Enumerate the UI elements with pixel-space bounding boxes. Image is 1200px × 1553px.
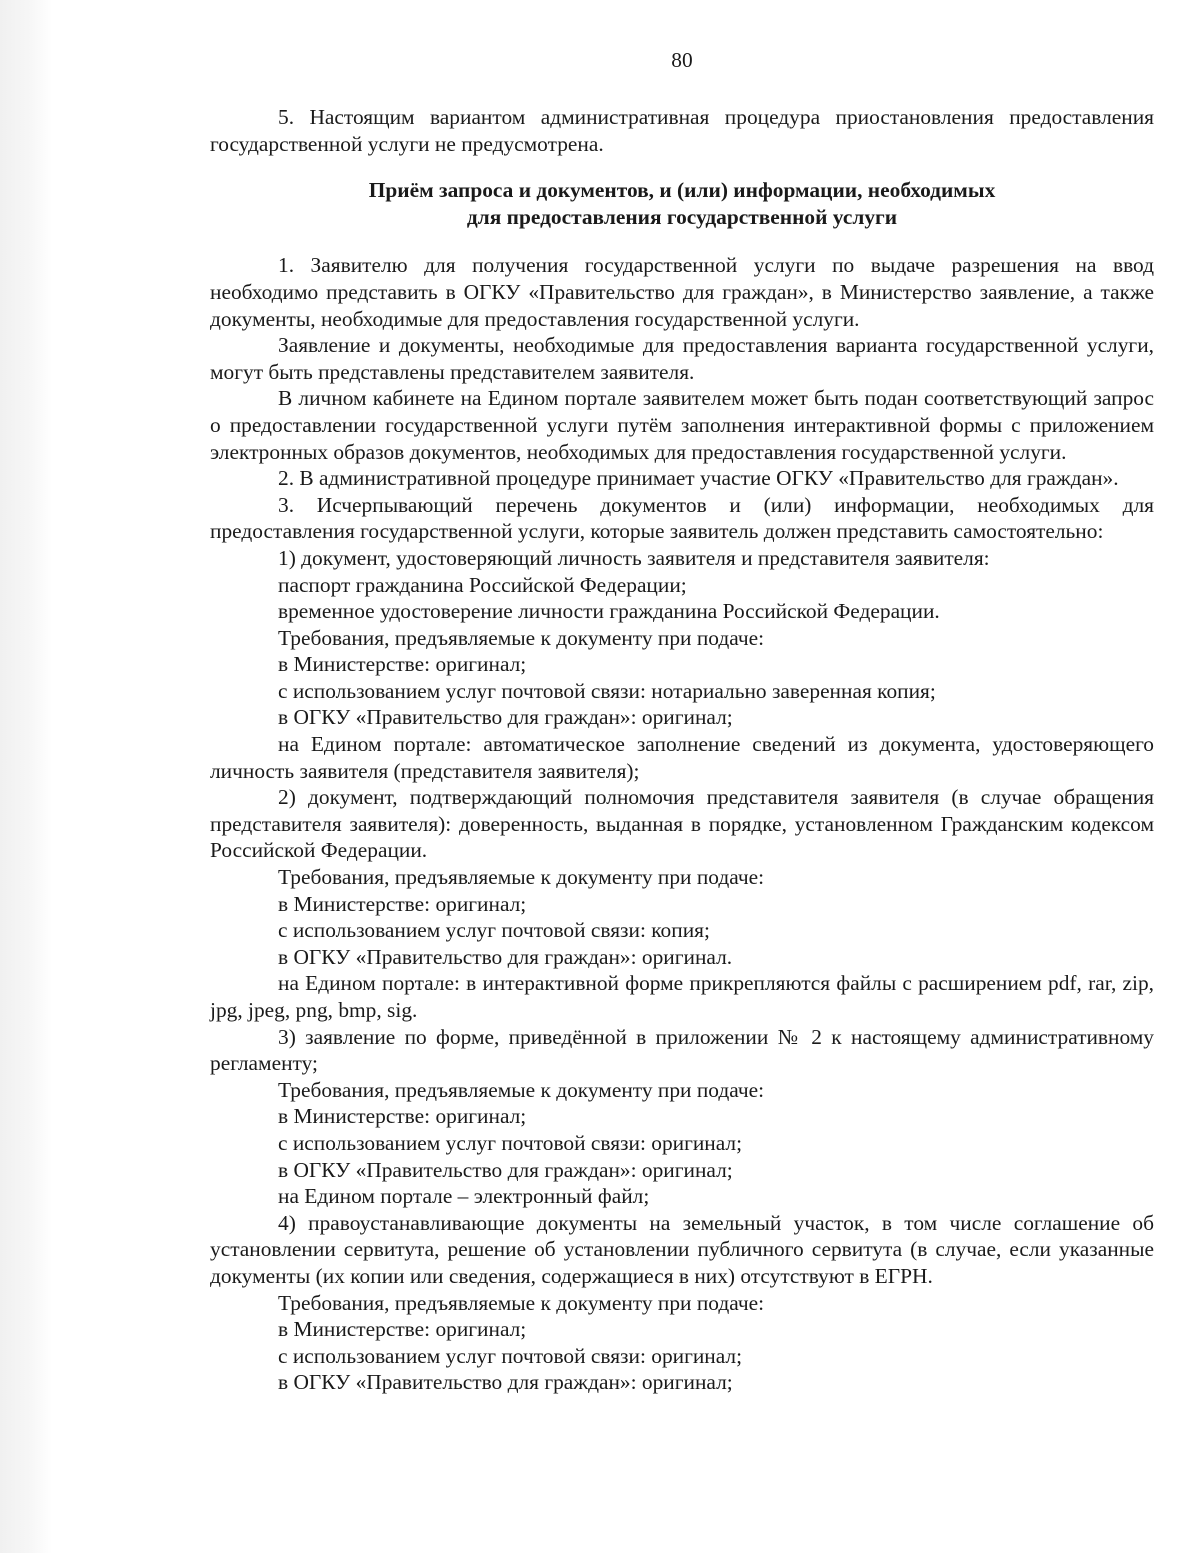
paragraph: 1. Заявителю для получения государственной услуги по выдаче разрешения на ввод необходимо представить в ОГКУ «Правительство для граждан», в Министерство заявление, а также документы, необходимые для предоставления государственной услуги. [210, 253, 1154, 331]
paragraph: на Едином портале – электронный файл; [278, 1184, 650, 1209]
paragraph: 1) документ, удостоверяющий личность заявителя и представителя заявителя: [278, 545, 990, 570]
paragraph: Требования, предъявляемые к документу при подаче: [278, 865, 765, 890]
paragraph: на Едином портале: автоматическое заполнение сведений из документа, удостоверяющего личность заявителя (представителя заявителя); [210, 732, 1154, 783]
paragraph: Требования, предъявляемые к документу при подаче: [278, 625, 765, 650]
paragraph: Требования, предъявляемые к документу при подаче: [278, 1290, 765, 1315]
paragraph: в ОГКУ «Правительство для граждан»: оригинал; [278, 1157, 733, 1182]
section-heading-line-2: для предоставления государственной услуги [466, 204, 898, 229]
paragraph: Заявление и документы, необходимые для предоставления варианта государственной услуги, могут быть представлены представителем заявителя. [210, 333, 1154, 384]
paragraph: 4) правоустанавливающие документы на земельный участок, в том числе соглашение об установлении сервитута, решение об установлении публичного сервитута (в случае, если указанные документы (их копии или сведения, содержащиеся в них) отсутствуют в ЕГРН. [210, 1210, 1154, 1288]
paragraph: временное удостоверение личности гражданина Российской Федерации. [278, 599, 940, 624]
paragraph: в ОГКУ «Правительство для граждан»: оригинал; [278, 1370, 733, 1395]
paragraph: в Министерстве: оригинал; [278, 1104, 527, 1129]
paragraph: на Едином портале: в интерактивной форме прикрепляются файлы с расширением pdf, rar, zip, jpg, jpeg, png, bmp, sig. [210, 971, 1154, 1022]
paragraph: с использованием услуг почтовой связи: копия; [278, 918, 710, 943]
paragraph: Требования, предъявляемые к документу при подаче: [278, 1077, 765, 1102]
paragraph: в Министерстве: оригинал; [278, 1317, 527, 1342]
scan-edge-shadow [0, 0, 52, 1553]
paragraph: с использованием услуг почтовой связи: оригинал; [278, 1343, 743, 1368]
paragraph: с использованием услуг почтовой связи: нотариально заверенная копия; [278, 678, 936, 703]
paragraph: 3. Исчерпывающий перечень документов и (или) информации, необходимых для предоставления государственной услуги, которые заявитель должен представить самостоятельно: [210, 492, 1154, 544]
document-page [210, 0, 1154, 1553]
paragraph: в ОГКУ «Правительство для граждан»: оригинал; [278, 705, 733, 730]
page-number: 80 [671, 48, 693, 72]
paragraph: 3) заявление по форме, приведённой в приложении № 2 к настоящему административному регламенту; [210, 1024, 1154, 1076]
paragraph-suspension-note: 5. Настоящим вариантом административная процедура приостановления предоставления государственной услуги не предусмотрена. [210, 105, 1154, 156]
paragraph: с использованием услуг почтовой связи: оригинал; [278, 1130, 743, 1155]
paragraph: паспорт гражданина Российской Федерации; [278, 572, 687, 597]
section-heading-line-1: Приём запроса и документов, и (или) информации, необходимых [368, 178, 996, 203]
paragraph: 2) документ, подтверждающий полномочия представителя заявителя (в случае обращения представителя заявителя): доверенность, выданная в порядке, установленном Гражданским кодексом Российской Федерации. [210, 785, 1154, 863]
paragraph: в Министерстве: оригинал; [278, 652, 527, 677]
paragraph: в Министерстве: оригинал; [278, 891, 527, 916]
paragraph: 2. В административной процедуре принимает участие ОГКУ «Правительство для граждан». [278, 466, 1119, 491]
paragraph: в ОГКУ «Правительство для граждан»: оригинал. [278, 944, 733, 969]
paragraph-list [210, 252, 1154, 1396]
paragraph: В личном кабинете на Едином портале заявителем может быть подан соответствующий запрос о предоставлении государственной услуги путём заполнения интерактивной формы с приложением электронных образов документов, необходимых для предоставления государственной услуги. [210, 386, 1154, 464]
document-body [210, 104, 1154, 1396]
section-heading [210, 177, 1154, 230]
